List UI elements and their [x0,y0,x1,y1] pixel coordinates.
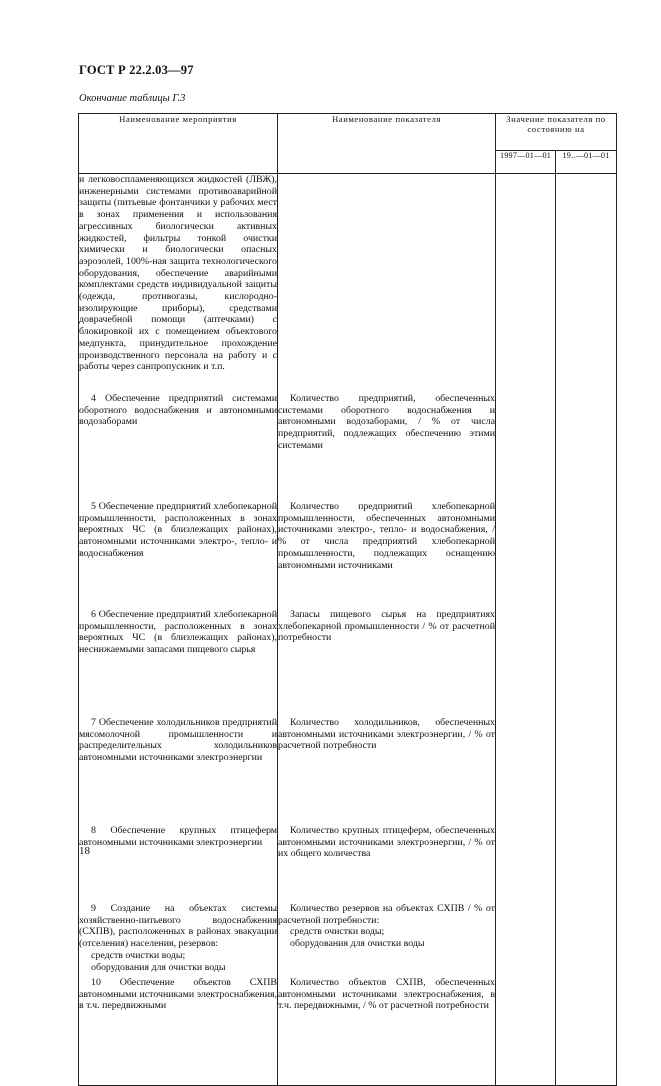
measures-table [78,113,617,1086]
indicator-subitem: средств очистки воды; [290,926,385,938]
value-cell-1997 [496,174,556,1086]
col-header-measure: Наименование мероприятия [79,114,278,174]
measure-text: 9 Создание на объектах системы хозяйственно-питьевого водоснабжения (СХПВ), расположенных в районах эвакуации (отселения) населения, резервов: [79,903,277,950]
table-row [79,825,277,903]
col-header-indicator: Наименование показателя [278,114,496,174]
table-row [79,393,277,501]
indicator-text: Количество крупных птицеферм, обеспеченных автономными источниками электроэнергии, / % от их общего количества [278,825,495,860]
measure-text: 4 Обеспечение предприятий системами оборотного водоснабжения и автономными водозаборами [79,393,277,428]
measure-continuation-text: и легковоспламеняющихся жидкостей (ЛВЖ), инженерными системами противоаварийной защиты (питьевые фонтанчики у рабочих мест в зонах применения и использования агрессивных биологически активных жидкостей, фильтры тонкой очистки химически и биологически опасных аэрозолей, 100%-ная защита технологического оборудования, обеспечение аварийными комплектами средств индивидуальной защиты (одежда, противогазы, кислородно-изолирующие приборы), средствами доврачебной помощи (аптечками) с блокировкой их с помещением объектового медпункта, принудительное прохождение производственного персонала на работу и с работы через санпропускник и т.п. [79,174,277,373]
table-row [278,903,495,977]
indicator-text: Запасы пищевого сырья на предприятиях хлебопекарной промышленности / % от расчетной потребности [278,609,495,644]
table-row [278,717,495,825]
table-row [79,977,277,1085]
indicator-text: Количество объектов СХПВ, обеспеченных автономными источниками электроснабжения, в т.ч. передвижными, / % от расчетной потребности [278,977,495,1012]
col-header-value: Значение показателя по состоянию на [496,114,617,151]
indicator-column [278,174,496,1086]
table-row [79,903,277,977]
indicator-text: Количество резервов на объектах СХПВ / % от расчетной потребности: [278,903,495,926]
table-row [278,825,495,903]
table-row [79,174,277,386]
measure-text: 10 Обеспечение объектов СХПВ автономными источниками электроснабжения, в т.ч. передвижными [79,977,277,1012]
indicator-text: Количество предприятий, обеспеченных системами оборотного водоснабжения и автономными водозаборами, / % от числа предприятий, подлежащих обеспечению этими системами [278,393,495,451]
table-row [278,977,495,1085]
table-row [278,393,495,501]
indicator-text: Количество холодильников, обеспеченных автономными источниками электроэнергии, / % от расчетной потребности [278,717,495,752]
table-row [278,174,495,386]
table-row [79,501,277,609]
page-number: 18 [79,845,90,857]
value-cell-19xx [556,174,617,1086]
measure-text: 7 Обеспечение холодильников предприятий мясомолочной промышленности и распределительных холодильников автономными источниками электроэнергии [79,717,277,764]
table-row [79,717,277,825]
measure-text: 5 Обеспечение предприятий хлебопекарной промышленности, расположенных в зонах вероятных ЧС (в близлежащих районах), автономными источниками электро-, тепло- и водоснабжения [79,501,277,559]
table-row [79,609,277,717]
table-caption: Окончание таблицы Г.3 [79,93,186,104]
measure-subitem: средств очистки воды; [91,949,186,961]
col-header-date-1997: 1997—01—01 [496,151,556,174]
col-header-date-19xx: 19..—01—01 [556,151,617,174]
indicator-text: Количество предприятий хлебопекарной промышленности, обеспеченных автономными источниками электро-, тепло- и водоснабжения, / % от числа предприятий хлебопекарной промышленности, подлежащих оснащению автономными источниками [278,501,495,571]
measure-subitem: оборудования для очистки воды [91,961,226,973]
document-standard-code: ГОСТ Р 22.2.03—97 [79,63,194,77]
table-row [278,609,495,717]
measure-column [79,174,278,1086]
measure-text: 6 Обеспечение предприятий хлебопекарной промышленности, расположенных в зонах вероятных ЧС (в близлежащих районах), неснижаемыми запасами пищевого сырья [79,609,277,656]
measure-text: 8 Обеспечение крупных птицеферм автономными источниками электроэнергии [79,825,277,848]
table-row [278,501,495,609]
indicator-subitem: оборудования для очистки воды [290,938,425,950]
